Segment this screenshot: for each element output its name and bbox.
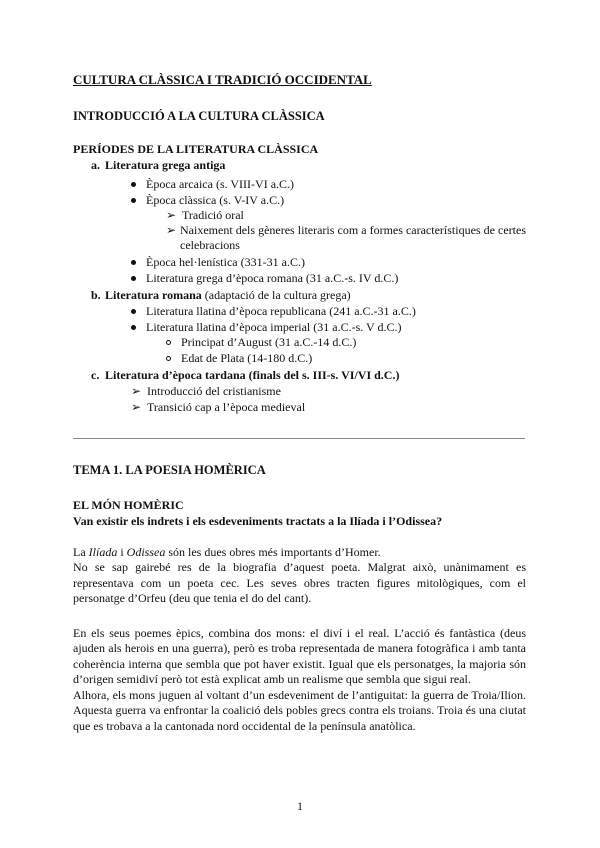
document-title: CULTURA CLÀSSICA I TRADICIÓ OCCIDENTAL (73, 72, 372, 87)
bullet-icon (131, 325, 136, 330)
bullet-icon (131, 198, 136, 203)
list-item: Literatura llatina d’època imperial (31 a.C.-s. V d.C.) (131, 320, 401, 335)
outline-label: Literatura romana (105, 288, 202, 302)
outline-marker: b. (91, 288, 101, 302)
outline-label: Literatura grega antiga (105, 158, 226, 172)
bullet-icon (131, 182, 136, 187)
outline-note: (adaptació de la cultura grega) (201, 288, 351, 302)
list-item: Edat de Plata (14-180 d.C.) (166, 351, 312, 366)
circle-bullet-icon (166, 340, 171, 345)
page-number: 1 (297, 799, 303, 813)
list-item-long: Naixement dels gèneres literaris com a formes característiques de certes celebracions (180, 223, 526, 252)
outline-item-c (91, 368, 399, 383)
bullet-icon (131, 309, 136, 314)
bullet-icon (131, 260, 136, 265)
section-divider (73, 438, 525, 439)
paragraph-1: La Ilíada i Odissea són les dues obres més importants d’Homer. No se sap gairebé res de la biografia d’aquest poeta. Malgrat això, unànimament es representava com un poeta cec. Les seves obres tracten figures mitològiques, com el personatge d’Orfeu (deu que tenia el do del cant). (73, 545, 526, 605)
arrow-bullet-icon: ➢ (131, 400, 142, 414)
outline-item-a (91, 158, 225, 173)
intro-heading: INTRODUCCIÓ A LA CULTURA CLÀSSICA (73, 109, 325, 123)
paragraph-2: En els seus poemes èpics, combina dos mons: el diví i el real. L’acció és fantàstica (deus ajuden als herois en una guerra), però es troba representada de manera fotogràfica i amb tanta coherència interna que sembla que pot haver existit. Igual que els personatges, la majoria són d’origen semidiví però tot està explicat amb un realisme que sembla que sigui real. (73, 626, 526, 686)
work-title: Odissea (126, 545, 166, 559)
list-item: Època hel·lenística (331-31 a.C.) (131, 255, 305, 270)
tema-heading: TEMA 1. LA POESIA HOMÈRICA (73, 463, 266, 477)
section-heading: EL MÓN HOMÈRIC (73, 498, 184, 512)
list-item: Principat d’August (31 a.C.-14 d.C.) (166, 335, 356, 350)
periods-heading: PERÍODES DE LA LITERATURA CLÀSSICA (73, 142, 319, 156)
arrow-bullet-icon: ➢ (166, 208, 177, 222)
bullet-icon (131, 276, 136, 281)
list-item: Literatura llatina d’època republicana (241 a.C.-31 a.C.) (131, 304, 416, 319)
arrow-bullet-icon: ➢ (131, 384, 142, 398)
outline-marker: c. (91, 368, 100, 382)
outline-marker: a. (91, 158, 100, 172)
list-item: ➢ Transició cap a l’època medieval (131, 400, 306, 414)
outline-label: Literatura d’època tardana (finals del s. III-s. VI/VI d.C.) (105, 368, 400, 382)
list-item: ➢ Introducció del cristianisme (131, 384, 281, 398)
circle-bullet-icon (166, 356, 171, 361)
outline-item-b (91, 288, 351, 303)
question-heading: Van existir els indrets i els esdeveniments tractats a la Ilíada i l’Odissea? (73, 514, 443, 528)
list-item: Època arcaica (s. VIII-VI a.C.) (131, 177, 294, 192)
list-item: Literatura grega d’època romana (31 a.C.-s. IV d.C.) (131, 271, 398, 286)
paragraph-3: Alhora, els mons juguen al voltant d’un esdeveniment de l’antiguitat: la guerra de Troia/Ilion. Aquesta guerra va enfrontar la coalició dels pobles grecs contra els troians. Troia és una ciutat que es trobava a la cantonada nord occidental de la península anatòlica. (73, 688, 526, 733)
list-item: ➢ Tradició oral (166, 208, 244, 222)
arrow-bullet-icon: ➢ (166, 223, 177, 237)
work-title: Ilíada (88, 545, 118, 559)
list-item: Època clàssica (s. V-IV a.C.) (131, 193, 284, 208)
